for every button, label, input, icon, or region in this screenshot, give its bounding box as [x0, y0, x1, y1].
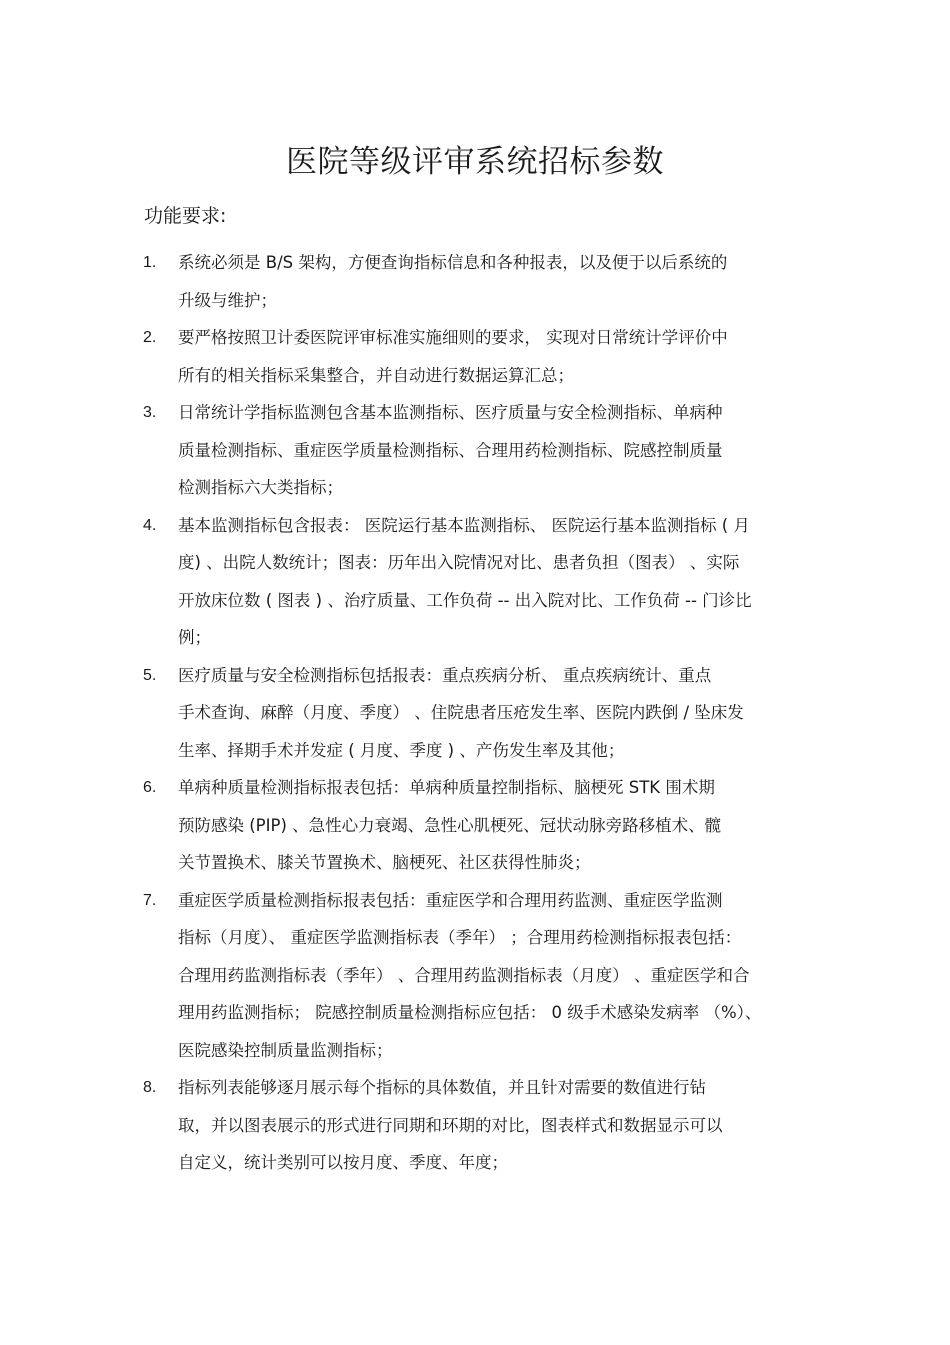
- list-item-text-line: 预防感染 (PIP) 、急性心力衰竭、急性心肌梗死、冠状动脉旁路移植术、髋: [178, 815, 722, 835]
- list-item-text-line: 日常统计学指标监测包含基本监测指标、医疗质量与安全检测指标、单病种: [178, 403, 723, 422]
- list-item-text-line: 系统必须是 B/S 架构，方便查询指标信息和各种报表，以及便于以后系统的: [178, 253, 728, 272]
- list-item-text-line: 指标列表能够逐月展示每个指标的具体数值，并且针对需要的数值进行钻: [178, 1078, 706, 1097]
- list-item: [143, 1069, 823, 1182]
- list-item-number: 2.: [143, 329, 157, 346]
- list-item-text-line: 医疗质量与安全检测指标包括报表：重点疾病分析、 重点疾病统计、重点: [178, 665, 712, 685]
- list-item: [143, 394, 823, 507]
- list-item-text-line: 重症医学质量检测指标报表包括：重症医学和合理用药监测、重症医学监测: [178, 890, 723, 910]
- list-item-number: 4.: [143, 516, 157, 534]
- list-item-text-line: 自定义，统计类别可以按月度、季度、年度；: [178, 1153, 508, 1172]
- requirements-list: [143, 244, 823, 1182]
- list-item: [143, 882, 823, 1070]
- list-item-text-line: 例；: [178, 628, 211, 647]
- list-item-text-line: 单病种质量检测指标报表包括：单病种质量控制指标、脑梗死 STK 围术期: [178, 778, 715, 797]
- list-item-number: 3.: [143, 404, 157, 421]
- list-item-text-line: 开放床位数 ( 图表 ) 、治疗质量、工作负荷 -- 出入院对比、工作负荷 -- 门诊比: [178, 590, 752, 610]
- list-item-text-line: 基本监测指标包含报表： 医院运行基本监测指标、 医院运行基本监测指标 ( 月: [178, 515, 750, 535]
- list-item: [143, 657, 823, 770]
- list-item: [143, 507, 823, 657]
- list-item-text-line: 度) 、出院人数统计；图表：历年出入院情况对比、患者负担（图表） 、实际: [178, 553, 740, 572]
- list-item: [143, 769, 823, 882]
- list-item: [143, 319, 823, 394]
- list-item-number: 5.: [143, 666, 157, 684]
- list-item-text-line: 要严格按照卫计委医院评审标准实施细则的要求， 实现对日常统计学评价中: [178, 328, 728, 347]
- section-heading: 功能要求:: [144, 205, 227, 227]
- list-item-number: 8.: [143, 1079, 157, 1096]
- list-item-text-line: 理用药监测指标； 院感控制质量检测指标应包括： 0 级手术感染发病率 （%）、: [178, 1003, 762, 1022]
- list-item-text-line: 检测指标六大类指标；: [178, 478, 343, 497]
- list-item-number: 1.: [143, 254, 157, 271]
- list-item-number: 6.: [143, 779, 157, 796]
- list-item-text-line: 合理用药监测指标表（季年） 、合理用药监测指标表（月度） 、重症医学和合: [178, 965, 750, 985]
- list-item-text-line: 取，并以图表展示的形式进行同期和环期的对比，图表样式和数据显示可以: [178, 1115, 723, 1135]
- list-item-text-line: 医院感染控制质量监测指标；: [178, 1040, 393, 1060]
- list-item-text-line: 质量检测指标、重症医学质量检测指标、合理用药检测指标、院感控制质量: [178, 440, 723, 460]
- list-item-text-line: 指标（月度）、 重症医学监测指标表（季年） ；合理用药检测指标报表包括：: [178, 928, 742, 947]
- list-item: [143, 244, 823, 319]
- list-item-text-line: 手术查询、麻醉（月度、季度） 、住院患者压疮发生率、医院内跌倒 / 坠床发: [178, 703, 744, 722]
- list-item-number: 7.: [143, 891, 157, 909]
- list-item-text-line: 生率、择期手术并发症 ( 月度、季度 ) 、产伤发生率及其他；: [178, 740, 625, 760]
- list-item-text-line: 关节置换术、膝关节置换术、脑梗死、社区获得性肺炎；: [178, 853, 591, 872]
- document-title: 医院等级评审系统招标参数: [286, 144, 664, 180]
- list-item-text-line: 所有的相关指标采集整合，并自动进行数据运算汇总；: [178, 365, 574, 385]
- list-item-text-line: 升级与维护；: [178, 290, 277, 310]
